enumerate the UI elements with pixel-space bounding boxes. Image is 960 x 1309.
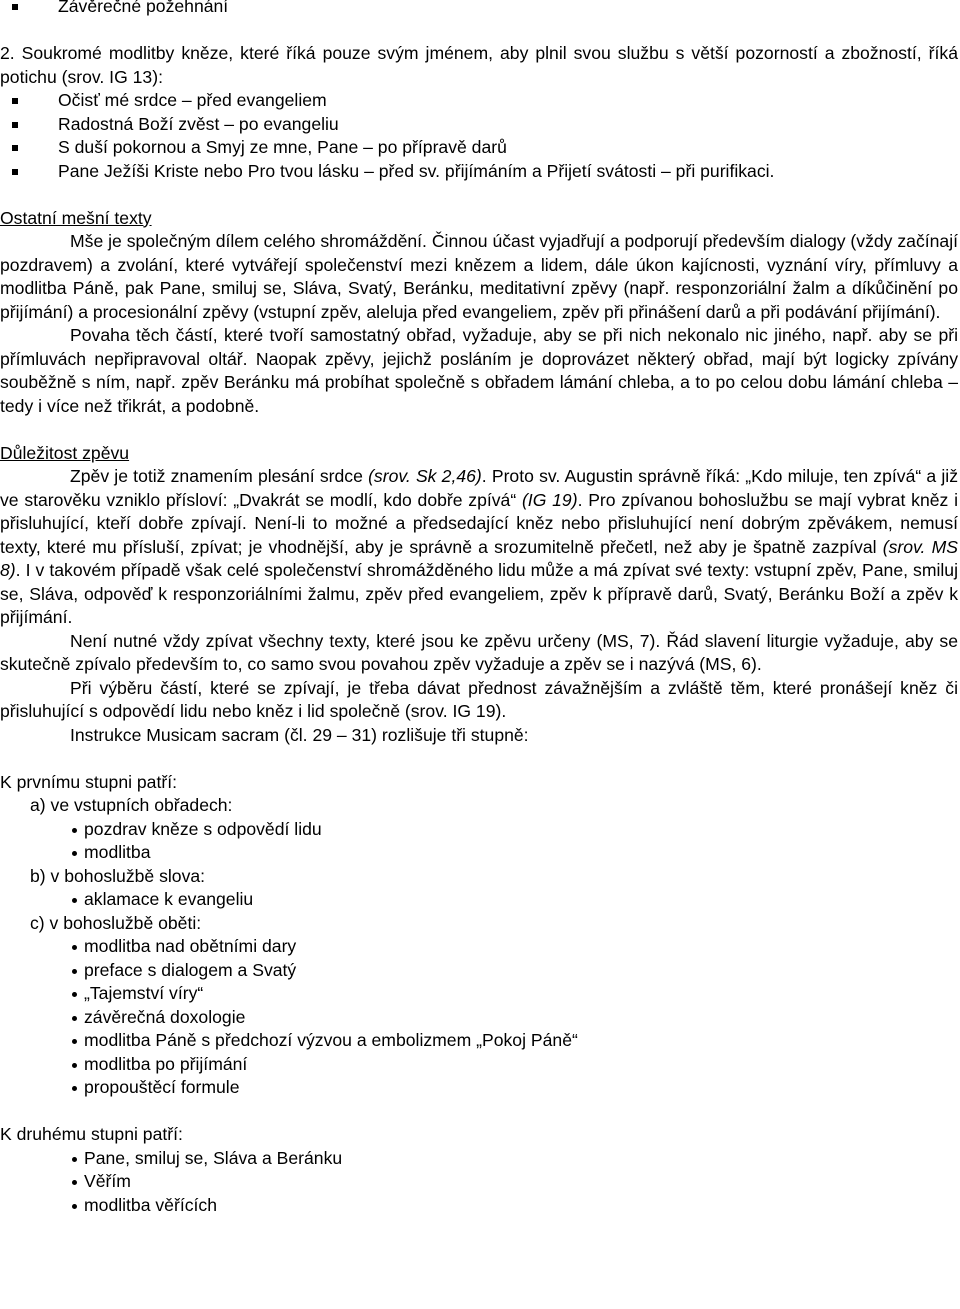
text-run: Zpěv je totiž znamením plesání srdce xyxy=(70,466,369,486)
citation: (srov. Sk 2,46) xyxy=(368,466,482,486)
paragraph: Instrukce Musicam sacram (čl. 29 – 31) rozlišuje tři stupně: xyxy=(70,724,529,745)
section-2-intro: 2. Soukromé modlitby kněze, které říká pouze svým jménem, aby plnil svou službu s větší pozorností a zbožností, říká potichu (srov. IG 13): xyxy=(0,43,958,87)
list-title: K prvnímu stupni patří: xyxy=(0,771,177,792)
text-run: . I v takovém případě však celé společenství shromážděného lidu může a má zpívat své texty: vstupní zpěv, Pane, smiluj se, Sláva, odpověď k responzoriálními žalmu, zpěv před evangeliem, zpěv k přípravě darů, Svatý, Beránku Boží a zpěv k přijímání. xyxy=(0,560,958,627)
bullet-item: Závěrečné požehnání xyxy=(0,0,960,19)
list-item: modlitba po přijímání xyxy=(0,1053,960,1077)
list-item: „Tajemství víry“ xyxy=(0,982,960,1006)
group-label: c) v bohoslužbě oběti: xyxy=(30,912,202,933)
section-heading: Důležitost zpěvu xyxy=(0,442,130,463)
list-item: modlitba věřících xyxy=(0,1194,960,1218)
paragraph: Není nutné vždy zpívat všechny texty, které jsou ke zpěvu určeny (MS, 7). Řád slavení liturgie vyžaduje, aby se skutečně zpívalo především to, co samo svou povahou zpěv vyžaduje a zpěv se i nazývá (MS, 6). xyxy=(0,630,958,674)
list-item: modlitba nad obětními dary xyxy=(0,935,960,959)
paragraph: Při výběru částí, které se zpívají, je třeba dávat přednost závažnějším a zvláště těm, které pronášejí kněz či přisluhující s odpovědí lidu nebo kněz i lid společně (srov. IG 19). xyxy=(0,677,958,721)
list-item: modlitba xyxy=(0,841,960,865)
text-run: . Pro zpívanou bohoslužbu se mají vybrat kněz i přisluhující, kteří dobře zpívají. Není-li to možné a předsedající kněz nebo přisluhující není dobrým zpěvákem, nemusí texty, které mu přísluší, zpívat; je vhodnější, aby je správně a srozumitelně přečetl, než aby je špatně zazpíval xyxy=(0,489,959,557)
bullet-item: Očisť mé srdce – před evangeliem xyxy=(0,89,960,113)
bullet-item: S duší pokornou a Smyj ze mne, Pane – po přípravě darů xyxy=(0,136,960,160)
list-item: aklamace k evangeliu xyxy=(0,888,960,912)
citation: (srov. MS 8) xyxy=(0,536,958,580)
bullet-item: Pane Ježíši Kriste nebo Pro tvou lásku – před sv. přijímáním a Přijetí svátosti – při purifikaci. xyxy=(0,160,960,184)
list-item: modlitba Páně s předchozí výzvou a embolizmem „Pokoj Páně“ xyxy=(0,1029,960,1053)
section-heading: Ostatní mešní texty xyxy=(0,207,152,228)
list-item: preface s dialogem a Svatý xyxy=(0,959,960,983)
bullet-item: Radostná Boží zvěst – po evangeliu xyxy=(0,113,960,137)
list-item: Pane, smiluj se, Sláva a Beránku xyxy=(0,1147,960,1171)
paragraph: Mše je společným dílem celého shromáždění. Činnou účast vyjadřují a podporují především dialogy (vždy začínají pozdravem) a zvolání, které vytvářejí společenství mezi knězem a lidem, dále úkon kajícnosti, vyznání víry, přímluvy a modlitba Páně, pak Pane, smiluj se, Sláva, Svatý, Beránku, meditativní zpěvy (např. responzoriální žalm a díkůčinění po přijímání) a procesionální zpěvy (vstupní zpěv, aleluja před evangeliem, zpěv při přinášení darů a při podávání přijímání). xyxy=(0,231,958,322)
text-run: . Proto sv. Augustin správně říká: „Kdo miluje, ten zpívá“ a již ve starověku vzniklo přísloví: „Dvakrát se modlí, kdo dobře zpívá“ xyxy=(0,466,958,510)
citation: (IG 19) xyxy=(521,489,578,510)
paragraph: Povaha těch částí, které tvoří samostatný obřad, vyžaduje, aby se při nich nekonalo nic jiného, např. aby se při přímluvách nepřipravoval oltář. Naopak zpěvy, jejichž posláním je doprovázet některý obřad, mají být logicky zpívány souběžně s ním, např. zpěv Beránku má probíhat společně s obřadem lámání chleba, a to po celou dobu lámání chleba – tedy i více než třikrát, a podobně. xyxy=(0,325,958,416)
list-item: Věřím xyxy=(0,1170,960,1194)
paragraph xyxy=(0,465,960,630)
list-item: pozdrav kněze s odpovědí lidu xyxy=(0,818,960,842)
list-item: propouštěcí formule xyxy=(0,1076,960,1100)
group-label: a) ve vstupních obřadech: xyxy=(30,795,233,815)
list-item: závěrečná doxologie xyxy=(0,1006,960,1030)
list-title: K druhému stupni patří: xyxy=(0,1124,183,1144)
group-label: b) v bohoslužbě slova: xyxy=(30,865,206,886)
